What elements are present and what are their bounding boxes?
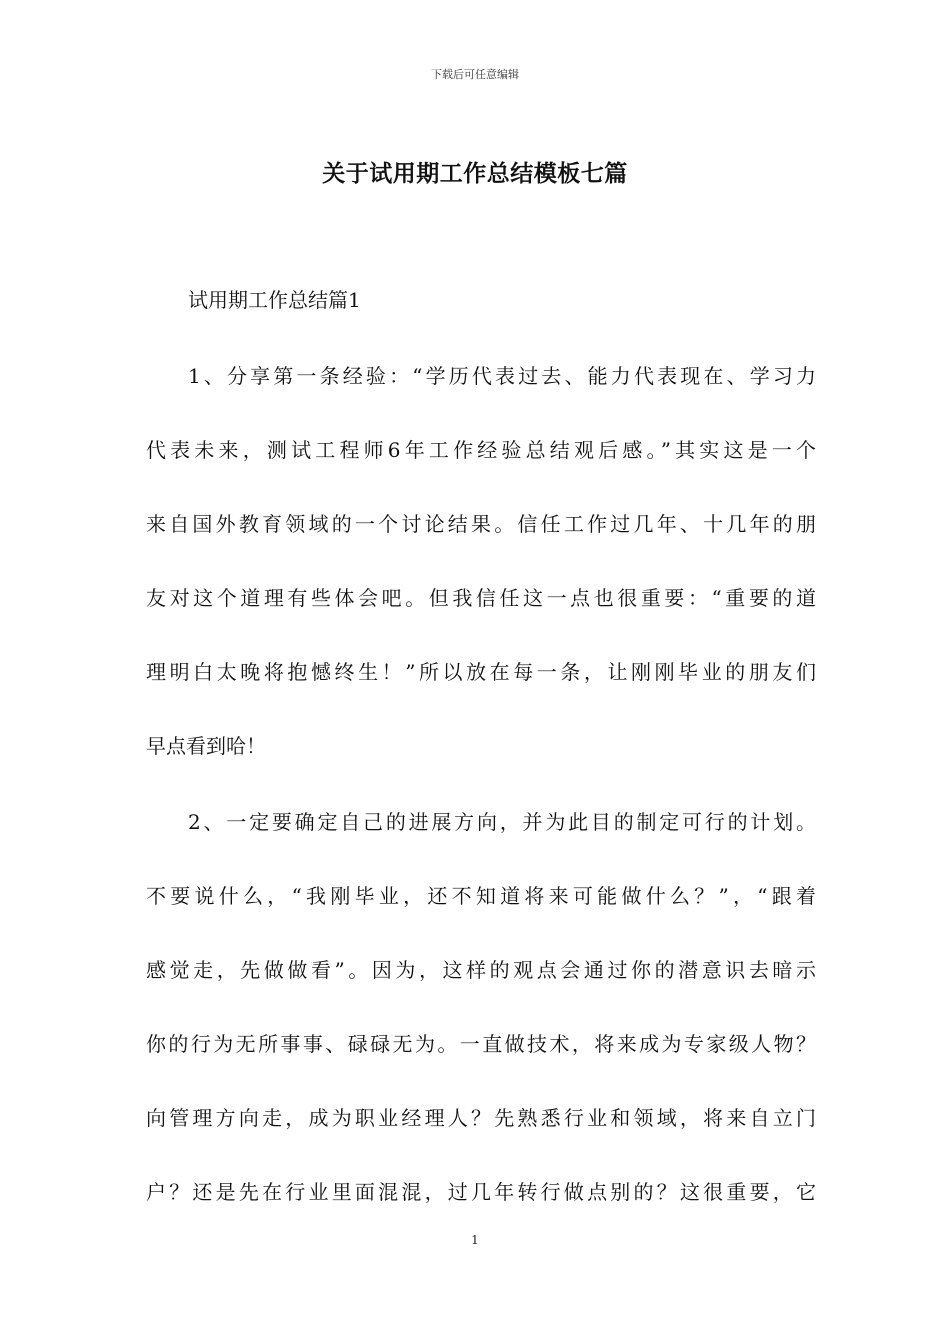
paragraph-1-line: 1、分享第一条经验：“学历代表过去、能力代表现在、学习力	[188, 364, 816, 388]
paragraph-2-line: 感觉走，先做做看”。因为，这样的观点会通过你的潜意识去暗示	[146, 958, 816, 982]
paragraph-1-line: 理明白太晚将抱憾终生！”所以放在每一条，让刚刚毕业的朋友们	[146, 660, 816, 684]
paragraph-2-line: 向管理方向走，成为职业经理人？先熟悉行业和领域，将来自立门	[146, 1106, 816, 1130]
paragraph-1-line: 早点看到哈！	[146, 734, 266, 758]
paragraph-2-line: 你的行为无所事事、碌碌无为。一直做技术，将来成为专家级人物？	[146, 1032, 816, 1056]
section-heading: 试用期工作总结篇1	[188, 288, 361, 312]
paragraph-2-line: 户？还是先在行业里面混混，过几年转行做点别的？这很重要，它	[146, 1180, 816, 1204]
header-note: 下载后可任意编辑	[431, 68, 519, 81]
paragraph-1-line: 友对这个道理有些体会吧。但我信任这一点也很重要：“重要的道	[146, 586, 816, 610]
paragraph-1-line: 来自国外教育领域的一个讨论结果。信任工作过几年、十几年的朋	[146, 512, 816, 536]
document-title: 关于试用期工作总结模板七篇	[322, 160, 628, 187]
paragraph-1-line: 代表未来，测试工程师6年工作经验总结观后感。”其实这是一个	[146, 438, 816, 462]
page-number: 1	[471, 1233, 479, 1247]
paragraph-2-line: 不要说什么，“我刚毕业，还不知道将来可能做什么？”，“跟着	[146, 884, 816, 908]
paragraph-2-line: 2、一定要确定自己的进展方向，并为此目的制定可行的计划。	[188, 810, 816, 834]
